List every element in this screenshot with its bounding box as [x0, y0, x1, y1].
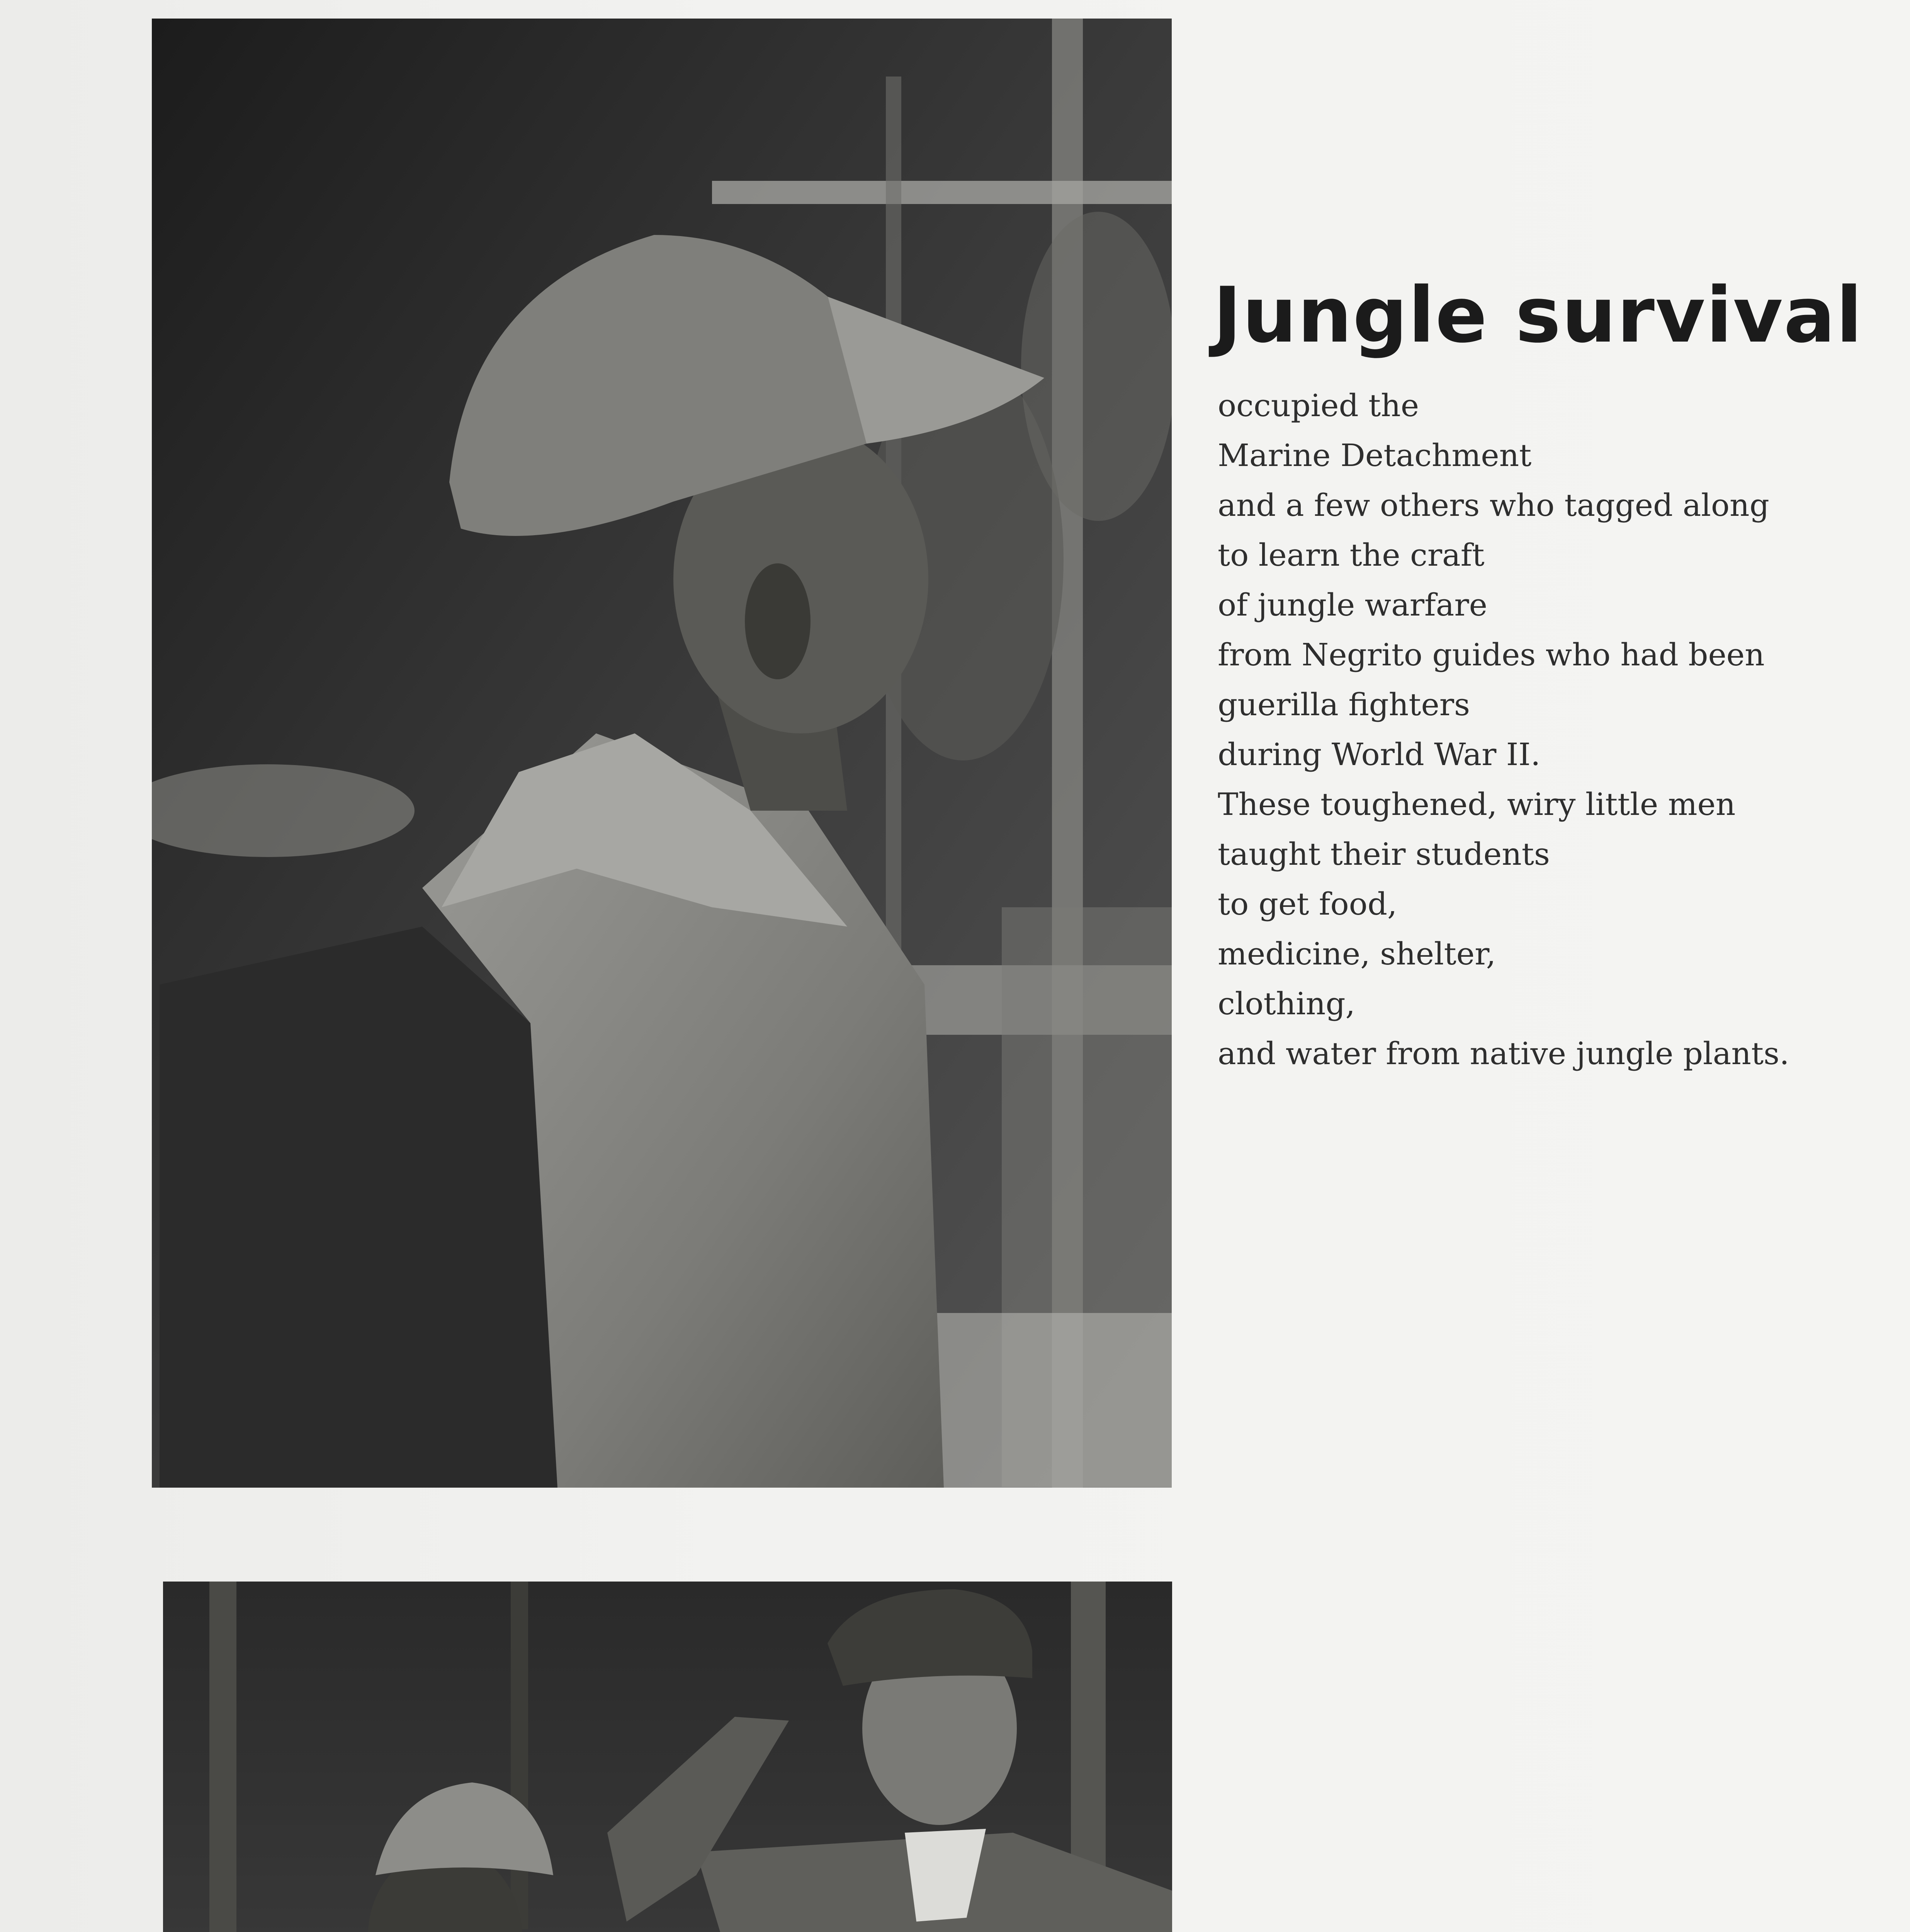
photo-top-image: [152, 19, 1172, 1488]
caption-line: to learn the craft: [1218, 537, 1485, 573]
caption-line: guerilla fighters: [1218, 687, 1470, 723]
article-caption: [1218, 381, 1898, 1078]
article-title: Jungle survival: [1213, 270, 1863, 360]
caption-line: These toughened, wiry little men: [1218, 786, 1736, 822]
photo-bottom-image: [163, 1582, 1172, 1932]
caption-line: medicine, shelter,: [1218, 936, 1496, 972]
caption-line: to get food,: [1218, 886, 1397, 922]
caption-line: and a few others who tagged along: [1218, 487, 1769, 523]
caption-line: during World War II.: [1218, 736, 1541, 772]
caption-line: and water from native jungle plants.: [1218, 1036, 1789, 1071]
caption-line: occupied the: [1218, 388, 1419, 423]
caption-line: from Negrito guides who had been: [1218, 637, 1765, 673]
caption-line: taught their students: [1218, 836, 1550, 872]
caption-line: clothing,: [1218, 986, 1355, 1022]
photo-guide-and-marine: [163, 1582, 1172, 1932]
caption-line: of jungle warfare: [1218, 587, 1487, 623]
photo-negrito-guide-portrait: [152, 19, 1172, 1488]
caption-line: Marine Detachment: [1218, 437, 1532, 473]
